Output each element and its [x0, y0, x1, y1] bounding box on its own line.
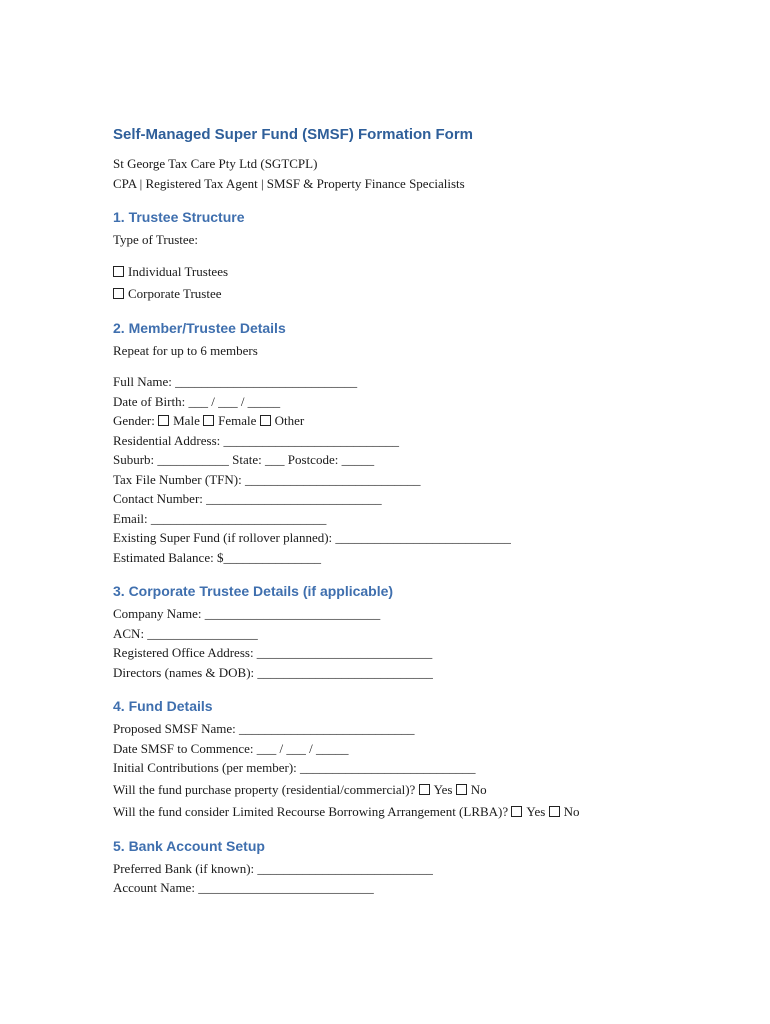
company-name: St George Tax Care Pty Ltd (SGTCPL) — [113, 156, 318, 171]
gender-field: Gender: Male Female Other — [113, 413, 305, 428]
email-field[interactable]: Email: ___________________________ — [113, 510, 327, 526]
section-member-details-heading: 2. Member/Trustee Details — [113, 319, 286, 336]
option-corporate-trustee[interactable]: Corporate Trustee — [113, 284, 713, 304]
directors-field[interactable]: Directors (names & DOB): ___________________________ — [113, 664, 433, 680]
smsf-name-field[interactable]: Proposed SMSF Name: ___________________________ — [113, 721, 415, 736]
lrba-question: Will the fund consider Limited Recourse Borrowing Arrangement (LRBA)? Yes No — [113, 804, 580, 819]
checkbox-corporate-trustee[interactable] — [113, 288, 124, 299]
registered-office-field[interactable]: Registered Office Address: ___________________________ — [113, 645, 433, 660]
checkbox-gender-female[interactable] — [203, 415, 214, 426]
checkbox-gender-other[interactable] — [260, 415, 271, 426]
company-tagline: CPA | Registered Tax Agent | SMSF & Property Finance Specialists — [113, 175, 465, 191]
trustee-type-label: Type of Trustee: — [113, 232, 199, 247]
checkbox-gender-male[interactable] — [158, 415, 169, 426]
residential-address-field[interactable]: Residential Address: ___________________________ — [113, 432, 399, 448]
section-fund-details-heading: 4. Fund Details — [113, 698, 213, 714]
section-bank-account-heading: 5. Bank Account Setup — [113, 837, 265, 854]
member-repeat-note: Repeat for up to 6 members — [113, 342, 258, 358]
property-question: Will the fund purchase property (residential/commercial)? Yes No — [113, 781, 487, 797]
initial-contributions-field[interactable]: Initial Contributions (per member): ___________________________ — [113, 760, 476, 775]
form-title: Self-Managed Super Fund (SMSF) Formation Form — [113, 126, 473, 143]
full-name-field[interactable]: Full Name: ____________________________ — [113, 374, 358, 389]
preferred-bank-field[interactable]: Preferred Bank (if known): ___________________________ — [113, 860, 433, 876]
contact-number-field[interactable]: Contact Number: ___________________________ — [113, 491, 382, 506]
section-corporate-trustee-heading: 3. Corporate Trustee Details (if applicable) — [113, 583, 394, 599]
commence-date-field[interactable]: Date SMSF to Commence: ___ / ___ / _____ — [113, 740, 349, 756]
checkbox-individual-trustees[interactable] — [113, 266, 124, 277]
estimated-balance-field[interactable]: Estimated Balance: $_______________ — [113, 549, 321, 565]
company-name-field[interactable]: Company Name: ___________________________ — [113, 606, 381, 621]
dob-field[interactable]: Date of Birth: ___ / ___ / _____ — [113, 393, 281, 409]
option-individual-trustees[interactable]: Individual Trustees — [113, 262, 713, 282]
acn-field[interactable]: ACN: _________________ — [113, 625, 258, 641]
existing-super-fund-field[interactable]: Existing Super Fund (if rollover planned): ___________________________ — [113, 530, 511, 545]
checkbox-property-yes[interactable] — [419, 784, 430, 795]
account-name-field[interactable]: Account Name: ___________________________ — [113, 880, 374, 895]
section-trustee-structure-heading: 1. Trustee Structure — [113, 209, 245, 225]
checkbox-lrba-no[interactable] — [549, 806, 560, 817]
tfn-field[interactable]: Tax File Number (TFN): ___________________________ — [113, 471, 421, 487]
checkbox-lrba-yes[interactable] — [511, 806, 522, 817]
checkbox-property-no[interactable] — [456, 784, 467, 795]
suburb-state-postcode-field[interactable]: Suburb: ___________ State: ___ Postcode: _____ — [113, 452, 375, 467]
form-page — [113, 124, 713, 898]
